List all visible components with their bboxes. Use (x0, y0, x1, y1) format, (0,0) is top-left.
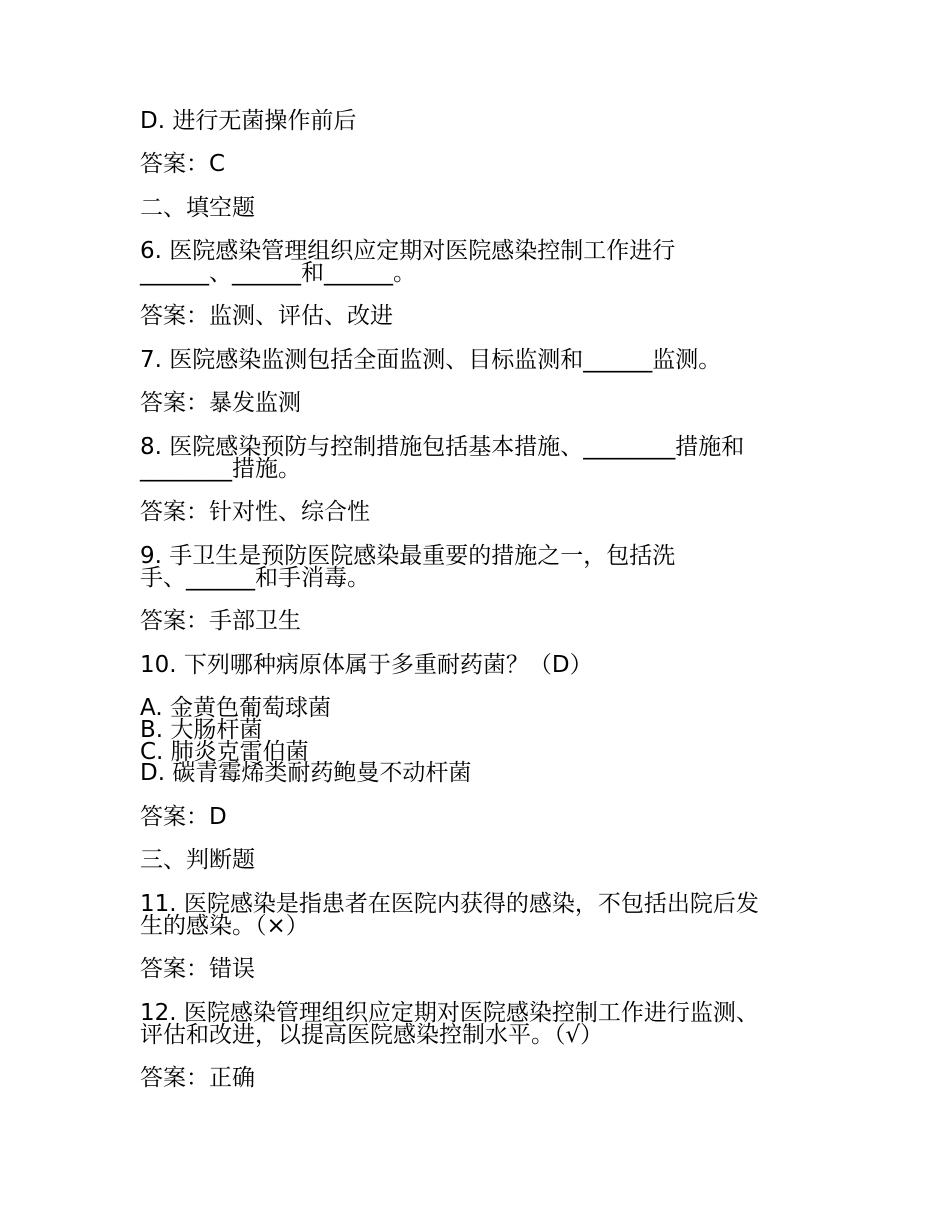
question-11-line-1: 11. 医院感染是指患者在医院内获得的感染，不包括出院后发 (140, 891, 759, 917)
answer-q5: 答案：C (140, 151, 226, 177)
question-6-line-1: 6. 医院感染管理组织应定期对医院感染控制工作进行 (140, 238, 676, 264)
section-heading-fill-blank: 二、填空题 (140, 195, 255, 221)
answer-q7: 答案：暴发监测 (140, 390, 301, 416)
section-heading-true-false: 三、判断题 (140, 847, 255, 873)
answer-q12: 答案：正确 (140, 1065, 255, 1091)
question-12-line-2: 评估和改进，以提高医院感染控制水平。（√） (140, 1022, 604, 1048)
option-a-q10: A. 金黄色葡萄球菌 (140, 695, 331, 721)
answer-q8: 答案：针对性、综合性 (140, 499, 370, 525)
question-8-line-2: ________措施。 (140, 456, 301, 482)
option-c-q10: C. 肺炎克雷伯菌 (140, 739, 309, 765)
answer-q6: 答案：监测、评估、改进 (140, 303, 393, 329)
answer-q11: 答案：错误 (140, 956, 255, 982)
answer-q9: 答案：手部卫生 (140, 608, 301, 634)
answer-q10: 答案：D (140, 804, 227, 830)
option-d-q5: D. 进行无菌操作前后 (140, 108, 357, 134)
question-9-line-1: 9. 手卫生是预防医院感染最重要的措施之一，包括洗 (140, 543, 676, 569)
question-7: 7. 医院感染监测包括全面监测、目标监测和______监测。 (140, 347, 722, 373)
option-b-q10: B. 大肠杆菌 (140, 717, 263, 743)
question-9-line-2: 手、______和手消毒。 (140, 565, 370, 591)
question-8-line-1: 8. 医院感染预防与控制措施包括基本措施、________措施和 (140, 434, 745, 460)
question-12-line-1: 12. 医院感染管理组织应定期对医院感染控制工作进行监测、 (140, 1000, 759, 1026)
question-10: 10. 下列哪种病原体属于多重耐药菌？（D） (140, 652, 593, 678)
question-11-line-2: 生的感染。（×） (140, 913, 309, 939)
question-6-line-2: ______、______和______。 (140, 260, 416, 286)
option-d-q10: D. 碳青霉烯类耐药鲍曼不动杆菌 (140, 760, 472, 786)
